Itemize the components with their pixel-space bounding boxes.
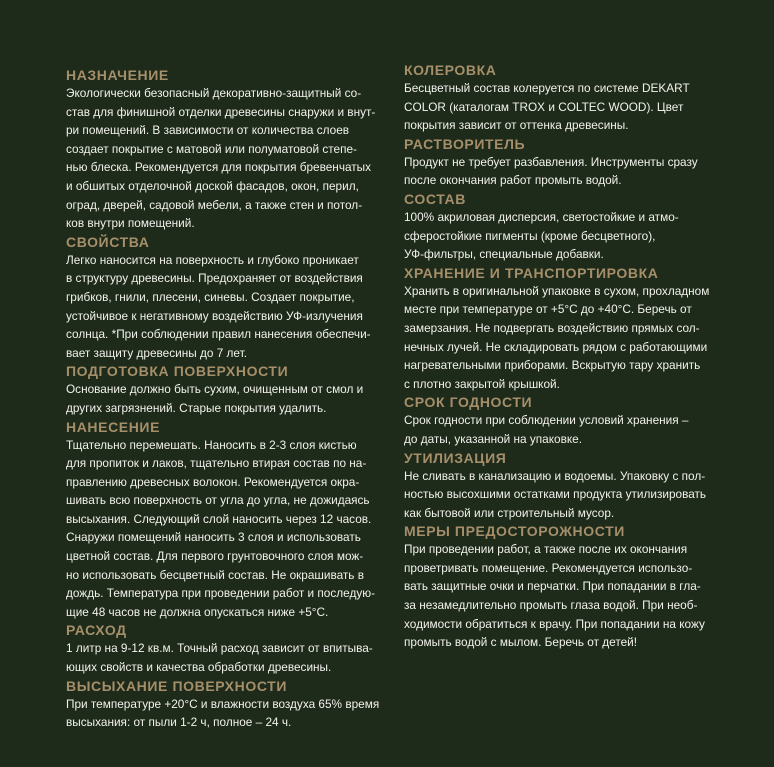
section-title: МЕРЫ ПРЕДОСТОРОЖНОСТИ	[404, 523, 625, 540]
section-title: РАСТВОРИТЕЛЬ	[404, 135, 526, 152]
section-solvent	[404, 135, 720, 190]
section-title: РАСХОД	[66, 622, 127, 639]
section-surface-prep	[66, 362, 381, 417]
section-properties	[66, 233, 381, 363]
section-text: Хранить в оригинальной упаковке в сухом, прохладном месте при температуре от +5°С до +40°С. Беречь от замерзания. Не подвергать воздействию прямых сол- нечных лучей. Не складировать рядом с работающими нагревательными приборами. Вскрытую тару хранить с плотно закрытой крышкой.	[404, 283, 710, 391]
section-text: 1 литр на 9-12 кв.м. Точный расход зависит от впитыва- ющих свойств и качества обработки древесины.	[66, 641, 373, 675]
section-composition	[404, 190, 720, 264]
section-text: 100% акриловая дисперсия, светостойкие и атмо- сферостойкие пигменты (кроме бесцветного), УФ-фильтры, специальные добавки.	[404, 209, 679, 262]
section-title: СРОК ГОДНОСТИ	[404, 394, 533, 411]
section-purpose	[66, 66, 381, 233]
section-text: Не сливать в канализацию и водоемы. Упаковку с пол- ностью высохшими остатками продукта утилизировать как бытовой или строительный мусор.	[404, 468, 707, 520]
section-application	[66, 418, 381, 622]
section-text: Экологически безопасный декоративно-защитный со- став для финишной отделки древесины снаружи и внут- ри помещений. В зависимости от количества слоев создает покрытие с матовой или полуматовой степе- нью блеска. Рекомендуется для покрытия бревенчатых и обшитых отделочной доской фасадов, окон, перил, оград, дверей, садовой мебели, а также стен и потол- ков внутри помещений.	[66, 86, 376, 231]
section-title: СОСТАВ	[404, 190, 466, 207]
section-drying	[66, 677, 381, 732]
section-text: Продукт не требует разбавления. Инструменты сразу после окончания работ промыть водой.	[404, 154, 698, 188]
section-text: Легко наносится на поверхность и глубоко проникает в структуру древесины. Предохраняет от воздействия грибков, гнили, плесени, синевы. Создает покрытие, устойчивое к негативному воздействию УФ-излучения солнца. *При соблюдении правил нанесения обеспечи- вает защиту древесины до 7 лет.	[66, 252, 371, 360]
section-title: ПОДГОТОВКА ПОВЕРХНОСТИ	[66, 363, 289, 380]
section-storage	[404, 264, 720, 394]
section-text: Срок годности при соблюдении условий хранения – до даты, указанной на упаковке.	[404, 413, 689, 446]
section-text: Тщательно перемешать. Наносить в 2-3 слоя кистью для пропиток и лаков, тщательно втирая состав по на- правлению древесных волокон. Рекомендуется окра- шивать всю поверхность от угла до угла, не дожидаясь высыхания. Следующий слой наносить через 12 часов. Снаружи помещений наносить 3 слоя и использовать цветной состав. Для первого грунтовочного слоя мож- но использовать бесцветный состав. Не окрашивать в дождь. Температура при проведении работ и последую- щие 48 часов не должна опускаться ниже +5°С.	[66, 437, 376, 619]
section-title: НАНЕСЕНИЕ	[66, 418, 161, 435]
section-title: НАЗНАЧЕНИЕ	[66, 67, 169, 83]
section-consumption	[66, 621, 381, 676]
section-text: Бесцветный состав колеруется по системе DEKART COLOR (каталогам TROX и COLTEC WOOD). Цвет покрытия зависит от оттенка древесины.	[404, 81, 690, 133]
section-text: При температуре +20°С и влажности воздуха 65% время высыхания: от пыли 1-2 ч, полное – 24 ч.	[66, 696, 380, 730]
section-disposal	[404, 449, 720, 523]
section-title: УТИЛИЗАЦИЯ	[404, 449, 507, 466]
section-text: При проведении работ, а также после их окончания проветривать помещение. Рекомендуется использо- вать защитные очки и перчатки. При попадании в гла- за незамедлительно промыть глаза водой. При необ- ходимости обратиться к врачу. При попадании на кожу промыть водой с мылом. Беречь от детей!	[404, 542, 705, 650]
section-title: ХРАНЕНИЕ И ТРАНСПОРТИРОВКА	[404, 264, 659, 281]
section-text: Основание должно быть сухим, очищенным от смол и других загрязнений. Старые покрытия удалить.	[66, 382, 364, 415]
section-title: СВОЙСТВА	[66, 233, 150, 250]
section-title: ВЫСЫХАНИЕ ПОВЕРХНОСТИ	[66, 677, 288, 694]
section-shelf-life	[404, 393, 720, 448]
section-tinting	[404, 61, 720, 135]
section-precautions	[404, 522, 720, 652]
section-title: КОЛЕРОВКА	[404, 62, 497, 78]
left-column	[66, 0, 381, 732]
right-column	[404, 0, 720, 652]
